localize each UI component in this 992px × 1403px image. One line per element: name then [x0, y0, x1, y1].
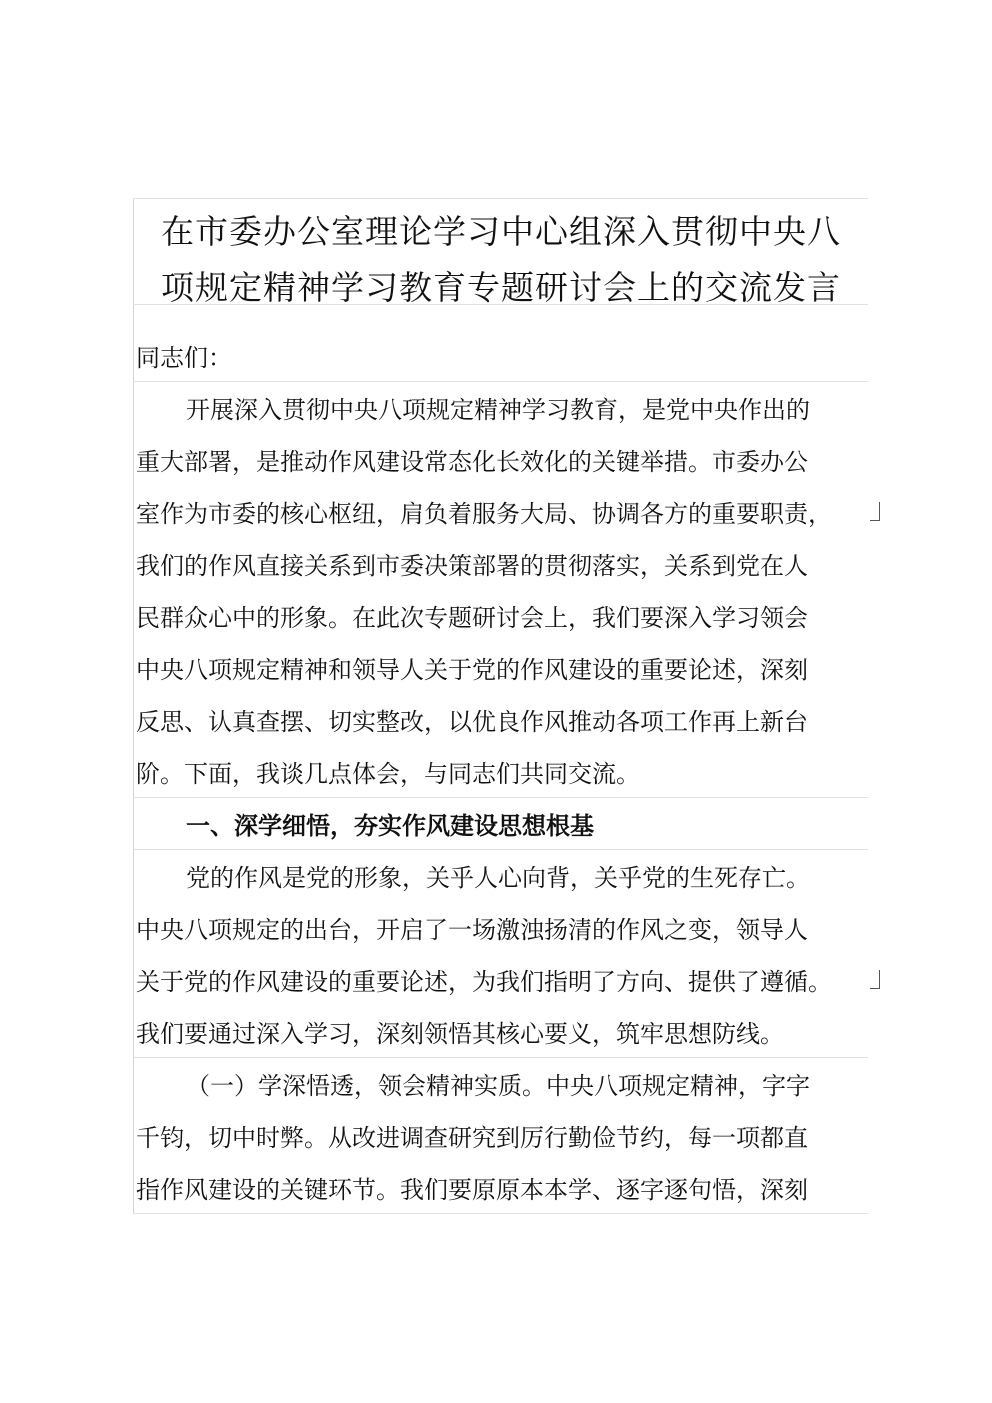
paragraph-3 — [136, 1060, 856, 1216]
paragraph-line: 反思、认真查摆、切实整改，以优良作风推动各项工作再上新台 — [136, 708, 808, 736]
paragraph-line: 室作为市委的核心枢纽，肩负着服务大局、协调各方的重要职责， — [136, 500, 832, 528]
paragraph-2 — [136, 852, 856, 1060]
paragraph-line: 我们的作风直接关系到市委决策部署的贯彻落实，关系到党在人 — [136, 552, 808, 580]
title-line-1: 在市委办公室理论学习中心组深入贯彻中央八 — [161, 212, 841, 251]
document-title — [136, 204, 866, 316]
paragraph-line: 党的作风是党的形象，关乎人心向背，关乎党的生死存亡。 — [186, 864, 810, 892]
salutation — [136, 332, 856, 384]
rule-line — [133, 198, 868, 199]
paragraph-line: 重大部署，是推动作风建设常态化长效化的关键举措。市委办公 — [136, 448, 808, 476]
paragraph-line: 指作风建设的关键环节。我们要原原本本学、逐字逐句悟，深刻 — [136, 1176, 808, 1204]
title-line-2: 项规定精神学习教育专题研讨会上的交流发言 — [161, 268, 841, 307]
paragraph-mark-icon — [870, 970, 880, 989]
paragraph-line: （一）学深悟透，领会精神实质。中央八项规定精神，字字 — [186, 1072, 810, 1100]
paragraph-line: 关于党的作风建设的重要论述，为我们指明了方向、提供了遵循。 — [136, 968, 832, 996]
paragraph-line: 阶。下面，我谈几点体会，与同志们共同交流。 — [136, 760, 640, 788]
salutation-text: 同志们： — [136, 344, 232, 372]
paragraph-line: 中央八项规定精神和领导人关于党的作风建设的重要论述，深刻 — [136, 656, 808, 684]
paragraph-line: 中央八项规定的出台，开启了一场激浊扬清的作风之变，领导人 — [136, 916, 808, 944]
paragraph-mark-icon — [870, 502, 880, 521]
paragraph-line: 千钧，切中时弊。从改进调查研究到厉行勤俭节约，每一项都直 — [136, 1124, 808, 1152]
paragraph-line: 民群众心中的形象。在此次专题研讨会上，我们要深入学习领会 — [136, 604, 808, 632]
section-heading-1 — [136, 800, 856, 852]
paragraph-1 — [136, 384, 856, 800]
paragraph-line: 我们要通过深入学习，深刻领悟其核心要义，筑牢思想防线。 — [136, 1020, 784, 1048]
paragraph-line: 开展深入贯彻中央八项规定精神学习教育，是党中央作出的 — [186, 396, 810, 424]
section-heading-text: 一、深学细悟，夯实作风建设思想根基 — [186, 812, 594, 840]
